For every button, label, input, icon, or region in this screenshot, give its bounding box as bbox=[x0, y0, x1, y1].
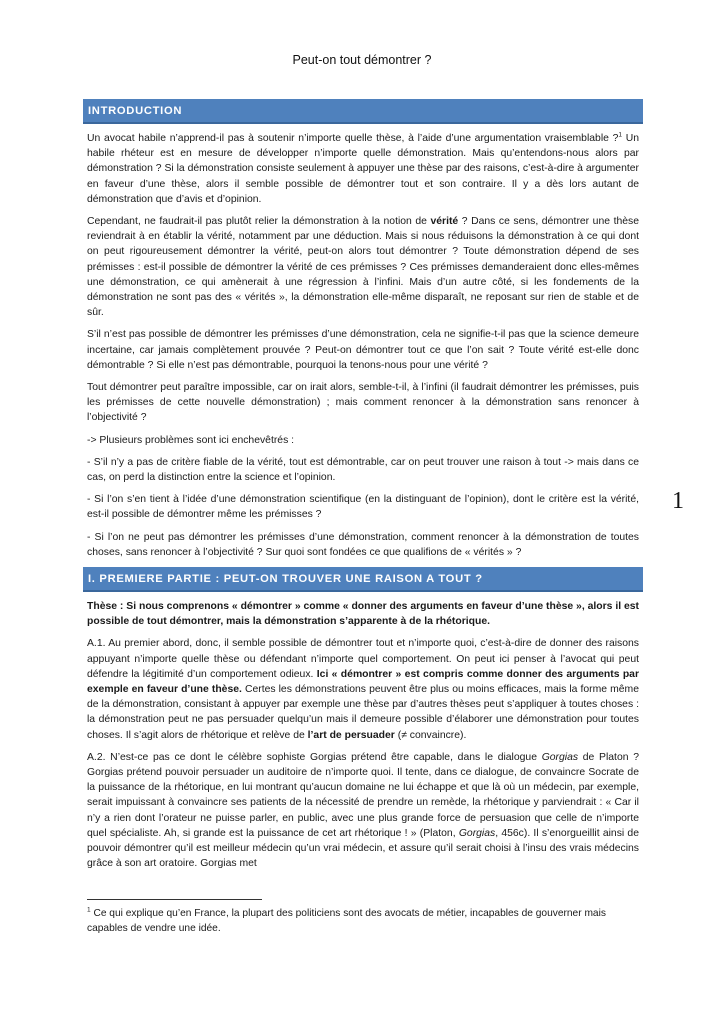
intro-p1-text-a: Un avocat habile n’apprend-il pas à soutenir n’importe quelle thèse, à l’aide d’une argumentation vraisemblable ? bbox=[87, 133, 619, 144]
intro-paragraph-7: - Si l’on s’en tient à l’idée d’une démonstration scientifique (en la distinguant de l’opinion), dont le critère est la vérité, est-il possible de démontrer même les prémisses ? bbox=[87, 494, 639, 521]
a1-text-c: (≠ convaincre). bbox=[394, 729, 467, 741]
part1-thesis bbox=[87, 599, 639, 629]
intro-p1-text-b: Un habile rhéteur est en mesure de développer n’importe quelle démonstration. Mais qu’entendons-nous alors par démonstration ? Si la démonstration consiste seulement à appuyer une thèse par des raisons, c’est-à-dire à argumenter en faveur d’une thèse, alors il semble possible de démontrer tout et son contraire. Il y a dès lors autant de démonstration que d’avis et d’opinion. bbox=[87, 133, 639, 205]
section-heading-introduction: INTRODUCTION bbox=[83, 99, 643, 124]
intro-paragraph-4: Tout démontrer peut paraître impossible, car on irait alors, semble-t-il, à l’infini (il faudrait démontrer les prémisses, puis les prémisses de cette nouvelle démonstration) ; mais comment renoncer à la démonstration sans renoncer à l’objectivité ? bbox=[87, 382, 639, 424]
intro-paragraph-5: -> Plusieurs problèmes sont ici enchevêtrés : bbox=[87, 434, 295, 446]
footnote-reference: 1 bbox=[618, 131, 623, 139]
a2-text-a: A.2. N’est-ce pas ce dont le célèbre sophiste Gorgias prétend être capable, dans le dialogue bbox=[87, 751, 542, 763]
part1-thesis-text: Thèse : Si nous comprenons « démontrer » comme « donner des arguments en faveur d’une thèse », alors il est possible de tout démontrer, mais la démonstration s’apparente à de la rhétorique. bbox=[87, 601, 640, 628]
a2-text-c: , 456c). Il s’enorgueillit ainsi de pouvoir démontrer qu’il est meilleur médecin qu’un vrai médecin, et assure qu’il serait choisi à l’insu des vrais médecins grâce à son art oratoire. Gorgias met bbox=[87, 827, 639, 870]
part1-paragraph-a1 bbox=[87, 636, 639, 742]
document-title: Peut-on tout démontrer ? bbox=[292, 53, 432, 67]
intro-p2-bold: vérité bbox=[430, 216, 459, 228]
page-number: 1 bbox=[672, 488, 684, 514]
intro-p2-text-b: ? Dans ce sens, démontrer une thèse reviendrait à en établir la vérité, notamment par une déduction. Mais si nous réduisons la démonstration à ce qui dont on peut rigoureusement démontrer la vérité, peut-on alors tout démontrer ? Toute démonstration dépend de ses prémisses : est-il possible de démontrer la vérité de ces prémisses ? Ces prémisses demanderaient donc elles-mêmes une démonstration, ce qui amènerait à une régression à l’infini. Mais d’un autre côté, si les fondements de la démonstration ne sont pas des « vérités », la démonstration elle-même disparaît, ne reposant sur rien de stable et de sûr. bbox=[87, 216, 639, 319]
a1-bold-2: l’art de persuader bbox=[307, 729, 395, 741]
a1-text-a: A.1. Au premier abord, donc, il semble possible de démontrer tout et n’importe quoi, c’est-à-dire de donner des raisons appuyant n’importe quelle thèse ou défendant n’importe quel comportement. On peut ici penser à l’avocat qui peut défendre la légitimité d’un comportement odieux. bbox=[87, 638, 639, 680]
part-1-body bbox=[87, 599, 639, 878]
a1-text-b: Certes les démonstrations peuvent être plus ou moins efficaces, mais la forme même de la démonstration, consistant à appuyer par exemple une thèse par d’autres thèses peut s’appliquer à toutes choses : la démonstration peut ne pas persuader quelqu’un mais il demeure possible d’élaborer une démonstration pour toutes choses. Il s’agit alors de rhétorique et relève de bbox=[87, 684, 639, 741]
introduction-body bbox=[87, 131, 639, 567]
a2-italic-1: Gorgias bbox=[541, 751, 579, 763]
section-heading-part-1: I. PREMIERE PARTIE : PEUT-ON TROUVER UNE RAISON A TOUT ? bbox=[83, 567, 643, 592]
footnote-text: Ce qui explique qu’en France, la plupart des politiciens sont des avocats de métier, incapables de gouverner mais capables de vendre une idée. bbox=[87, 908, 606, 935]
intro-paragraph-2 bbox=[87, 214, 639, 320]
footnote-mark: 1 bbox=[87, 906, 91, 914]
a2-italic-2: Gorgias bbox=[458, 827, 496, 839]
intro-paragraph-3: S’il n’est pas possible de démontrer les prémisses d’une démonstration, cela ne signifie-t-il pas que la science demeure incertaine, car jamais complètement prouvée ? Peut-on démontrer tout ce que l’on sait ? Toute vérité est-elle donc démontrable ? Si elle n’est pas démontrable, pourquoi la tenons-nous pour une vérité ? bbox=[87, 329, 639, 371]
a1-bold: Ici « démontrer » est compris comme donner des arguments par exemple en faveur d’une thèse. bbox=[87, 668, 639, 696]
part1-paragraph-a2 bbox=[87, 750, 639, 872]
intro-paragraph-1 bbox=[87, 131, 639, 207]
intro-paragraph-8: - Si l’on ne peut pas démontrer les prémisses d’une démonstration, comment renoncer à la démonstration de toutes choses, sans renoncer à l’objectivité ? Sur quoi sont fondées ce que qualifions de « vérités » ? bbox=[87, 531, 639, 558]
footnote-separator bbox=[87, 899, 262, 900]
intro-p2-text-a: Cependant, ne faudrait-il pas plutôt relier la démonstration à la notion de bbox=[87, 216, 431, 228]
footnote bbox=[87, 906, 639, 936]
a2-text-b: de Platon ? Gorgias prétend pouvoir persuader un auditoire de n’importe quoi. Il tente, dans ce dialogue, de convaincre Socrate de la puissance de la rhétorique, en lui montrant qu’aucun domaine ne lui échappe et que là où un médecin, par exemple, serait impuissant à convaincre ses patients de la nécessité de prendre un remède, la rhétorique y parviendrait : « Car il n’y a rien dont l’orateur ne puisse parler, en public, avec une plus grande force de persuasion que celle de n’importe quel spécialiste. Ah, si grande est la puissance de cet art rhétorique ! » (Platon, bbox=[87, 751, 639, 839]
intro-paragraph-6: - S’il n’y a pas de critère fiable de la vérité, tout est démontrable, car on peut trouver une raison à tout -> mais dans ce cas, on perd la distinction entre la science et l’opinion. bbox=[87, 456, 639, 484]
